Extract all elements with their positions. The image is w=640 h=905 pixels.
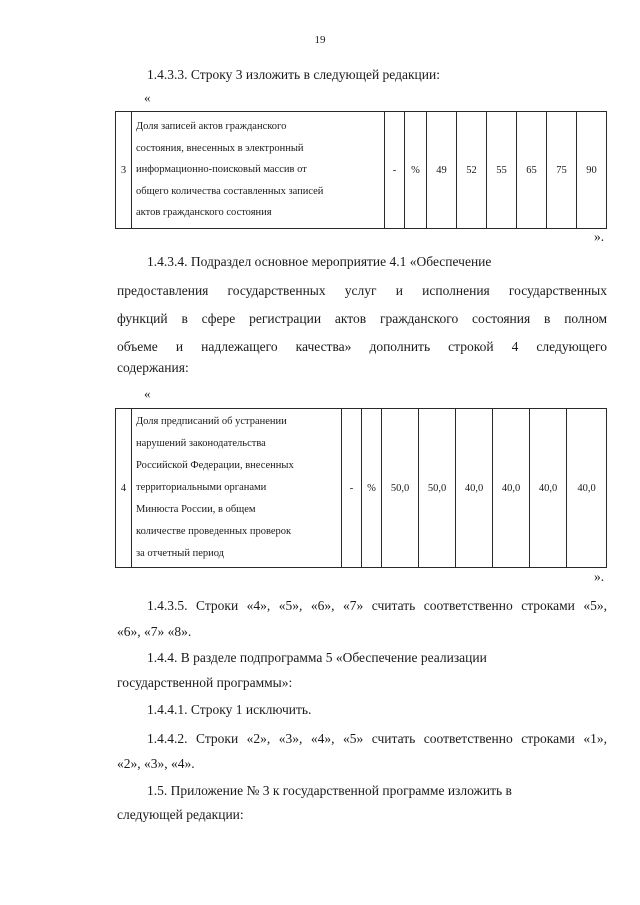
- paragraph-1-5-line-2: следующей редакции:: [117, 807, 244, 822]
- table-row-4: [115, 408, 607, 568]
- value-cell: 49: [427, 112, 457, 229]
- value-cell: 90: [577, 112, 607, 229]
- paragraph-1-4-3-4-line-5: содержания:: [117, 360, 189, 375]
- value-cell: 40,0: [567, 409, 607, 568]
- indicator-description: Доля записей актов гражданского состояния, внесенных в электронный информационно-поисковый массив от общего количества составленных записей актов гражданского состояния: [132, 112, 385, 229]
- quote-open-1: «: [144, 90, 151, 105]
- page-number: 19: [314, 34, 326, 46]
- value-cell: 52: [457, 112, 487, 229]
- unit: %: [405, 112, 427, 229]
- table-row-3: [115, 111, 607, 229]
- value-cell: 55: [487, 112, 517, 229]
- value-cell: 40,0: [530, 409, 567, 568]
- paragraph-1-4-3-4-line-2: предоставления государственных услуг и исполнения государственных: [117, 283, 607, 298]
- quote-close-2: ».: [594, 569, 605, 584]
- row-number: 4: [116, 409, 132, 568]
- value-cell: 50,0: [382, 409, 419, 568]
- base-value: -: [342, 409, 362, 568]
- value-cell: 50,0: [419, 409, 456, 568]
- value-cell: 65: [517, 112, 547, 229]
- value-cell: 75: [547, 112, 577, 229]
- value-cell: 40,0: [493, 409, 530, 568]
- paragraph-1-4-3-5-line-1: 1.4.3.5. Строки «4», «5», «6», «7» считать соответственно строками «5»,: [147, 598, 607, 613]
- row-number: 3: [116, 112, 132, 229]
- quote-open-2: «: [144, 386, 151, 401]
- paragraph-1-4-4-2-line-1: 1.4.4.2. Строки «2», «3», «4», «5» считать соответственно строками «1»,: [147, 731, 607, 746]
- base-value: -: [385, 112, 405, 229]
- paragraph-1-4-4-line-1: 1.4.4. В разделе подпрограмма 5 «Обеспечение реализации: [147, 650, 487, 665]
- paragraph-1-4-3-4-line-1: 1.4.3.4. Подраздел основное мероприятие 4.1 «Обеспечение: [147, 254, 492, 269]
- paragraph-1-4-3-3: 1.4.3.3. Строку 3 изложить в следующей редакции:: [147, 67, 440, 82]
- paragraph-1-5-line-1: 1.5. Приложение № 3 к государственной программе изложить в: [147, 783, 512, 798]
- unit: %: [362, 409, 382, 568]
- paragraph-1-4-3-5-line-2: «6», «7» «8».: [117, 624, 192, 639]
- quote-close-1: ».: [594, 229, 605, 244]
- value-cell: 40,0: [456, 409, 493, 568]
- indicator-description: Доля предписаний об устранении нарушений законодательства Российской Федерации, внесенных территориальными органами Минюста России, в общем количестве проведенных проверок за отчетный период: [132, 409, 342, 568]
- paragraph-1-4-4-1: 1.4.4.1. Строку 1 исключить.: [147, 702, 312, 717]
- paragraph-1-4-3-4-line-3: функций в сфере регистрации актов гражданского состояния в полном: [117, 311, 607, 326]
- paragraph-1-4-4-2-line-2: «2», «3», «4».: [117, 756, 195, 771]
- paragraph-1-4-3-4-line-4: объеме и надлежащего качества» дополнить строкой 4 следующего: [117, 339, 607, 354]
- paragraph-1-4-4-line-2: государственной программы»:: [117, 675, 293, 690]
